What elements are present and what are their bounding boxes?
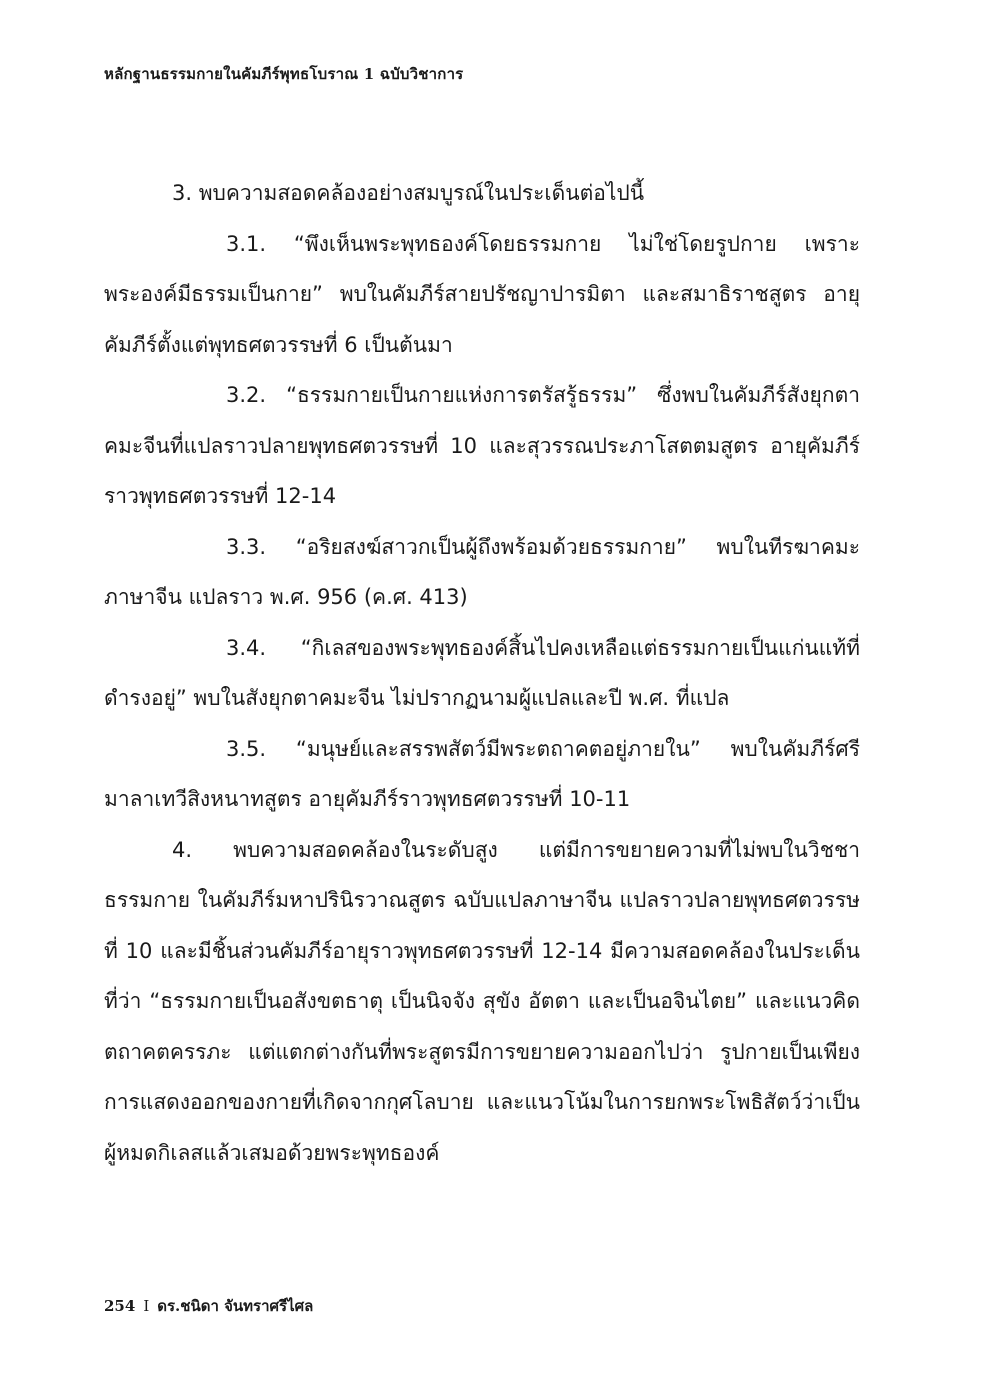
paragraph-3-3: 3.3. “อริยสงฆ์สาวกเป็นผู้ถึงพร้อมด้วยธรรมกาย” พบในทีรฆาคมะภาษาจีน แปลราว พ.ศ. 956 (ค.ศ. 413) <box>104 534 860 609</box>
running-footer <box>104 1294 313 1318</box>
paragraph-3-2: 3.2. “ธรรมกายเป็นกายแห่งการตรัสรู้ธรรม” ซึ่งพบในคัมภีร์สังยุกตาคมะจีนที่แปลราวปลายพุทธศตวรรษที่ 10 และสุวรรณประภาโสตตมสูตร อายุคัมภีร์ราวพุทธศตวรรษที่ 12-14 <box>104 383 860 508</box>
footer-separator: I <box>143 1297 150 1315</box>
paragraph-4: 4. พบความสอดคล้องในระดับสูง แต่มีการขยายความที่ไม่พบในวิชชาธรรมกาย ในคัมภีร์มหาปรินิรวาณสูตร ฉบับแปลภาษาจีน แปลราวปลายพุทธศตวรรษที่ 10 และมีชิ้นส่วนคัมภีร์อายุราวพุทธศตวรรษที่ 12-14 มีความสอดคล้องในประเด็นที่ว่า “ธรรมกายเป็นอสังขตธาตุ เป็นนิจจัง สุขัง อัตตา และเป็นอจินไตย” และแนวคิดตถาคตครรภะ แต่แตกต่างกันที่พระสูตรมีการขยายความออกไปว่า รูปกายเป็นเพียงการแสดงออกของกายที่เกิดจากกุศโลบาย และแนวโน้มในการยกพระโพธิสัตว์ว่าเป็นผู้หมดกิเลสแล้วเสมอด้วยพระพุทธองค์ <box>104 837 860 1165</box>
paragraph-3-4: 3.4. “กิเลสของพระพุทธองค์สิ้นไปคงเหลือแต่ธรรมกายเป็นแก่นแท้ที่ดำรงอยู่” พบในสังยุกตาคมะจีน ไม่ปรากฏนามผู้แปลและปี พ.ศ. ที่แปล <box>104 635 860 710</box>
page-number: 254 <box>104 1297 136 1315</box>
paragraph-3-1: 3.1. “พึงเห็นพระพุทธองค์โดยธรรมกาย ไม่ใช่โดยรูปกาย เพราะพระองค์มีธรรมเป็นกาย” พบในคัมภีร์สายปรัชญาปารมิตา และสมาธิราชสูตร อายุคัมภีร์ตั้งแต่พุทธศตวรรษที่ 6 เป็นต้นมา <box>104 231 860 357</box>
paragraph-3: 3. พบความสอดคล้องอย่างสมบูรณ์ในประเด็นต่อไปนี้ <box>172 181 645 205</box>
body-text <box>104 168 860 1178</box>
running-header: หลักฐานธรรมกายในคัมภีร์พุทธโบราณ 1 ฉบับวิชาการ <box>104 65 464 83</box>
paragraph-3-5: 3.5. “มนุษย์และสรรพสัตว์มีพระตถาคตอยู่ภายใน” พบในคัมภีร์ศรีมาลาเทวีสิงหนาทสูตร อายุคัมภีร์ราวพุทธศตวรรษที่ 10-11 <box>104 736 860 811</box>
author-name: ดร.ชนิดา จันทราศรีไศล <box>157 1297 314 1315</box>
